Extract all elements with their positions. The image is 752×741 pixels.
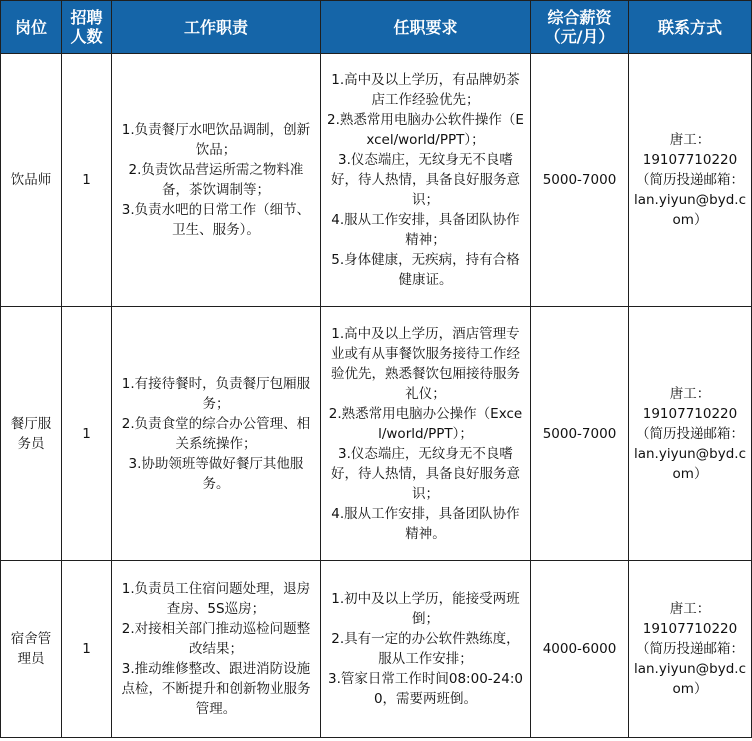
requirement-item: 2.熟悉常用电脑办公操作（Excel/world/PPT）； <box>328 405 523 442</box>
contact-email: lan.yiyun@byd.com） <box>633 192 747 228</box>
position-text: 宿舍管理员 <box>10 631 52 667</box>
cell-salary <box>531 561 629 738</box>
contact-phone: 19107710220 <box>642 152 738 168</box>
header-salary <box>531 1 629 54</box>
cell-requirements <box>321 54 531 307</box>
table-row-restaurant-server <box>1 307 752 561</box>
duty-item: 3.负责水吧的日常工作（细节、卫生、服务）。 <box>121 202 311 238</box>
requirement-item: 4.服从工作安排，具备团队协作精神。 <box>331 505 520 542</box>
header-position-label: 岗位 <box>14 17 47 37</box>
requirement-item: 2.具有一定的办公软件熟练度，服从工作安排； <box>331 631 520 667</box>
duty-item: 2.负责食堂的综合办公管理、相关系统操作； <box>121 415 311 452</box>
salary-text: 5000-7000 <box>542 172 617 188</box>
duty-item: 2.负责饮品营运所需之物料准备，茶饮调制等； <box>128 162 304 198</box>
requirement-item: 5.身体健康，无疾病，持有合格健康证。 <box>331 252 520 288</box>
duty-item: 3.推动维修整改、跟进消防设施点检，不断提升和创新物业服务管理。 <box>121 661 311 717</box>
cell-headcount <box>62 307 112 561</box>
cell-headcount <box>62 54 112 307</box>
header-position <box>1 1 62 54</box>
header-duties-label: 工作职责 <box>183 17 248 37</box>
cell-requirements <box>321 561 531 738</box>
table-row-beverage-maker <box>1 54 752 307</box>
requirement-item: 1.高中及以上学历，酒店管理专业或有从事餐饮服务接待工作经验优先，熟悉餐饮包厢接待服务礼仪； <box>331 325 520 402</box>
cell-contact <box>629 561 752 738</box>
cell-headcount <box>62 561 112 738</box>
contact-email-label: （简历投递邮箱： <box>636 641 744 657</box>
contact-phone: 19107710220 <box>642 621 738 637</box>
requirement-item: 1.高中及以上学历，有品牌奶茶店工作经验优先； <box>331 72 520 108</box>
requirement-item: 1.初中及以上学历，能接受两班倒； <box>331 591 520 627</box>
header-headcount <box>62 1 112 54</box>
cell-contact <box>629 54 752 307</box>
headcount-text: 1 <box>82 172 91 188</box>
position-text: 餐厅服务员 <box>10 415 52 452</box>
cell-position <box>1 561 62 738</box>
contact-phone: 19107710220 <box>642 405 738 422</box>
cell-duties <box>112 307 321 561</box>
requirement-item: 3.仪态端庄，无纹身无不良嗜好，待人热情，具备良好服务意识； <box>331 445 520 502</box>
header-headcount-label: 招聘 人数 <box>70 8 103 46</box>
contact-email-label: （简历投递邮箱： <box>636 425 744 442</box>
cell-salary <box>531 307 629 561</box>
duty-item: 3.协助领班等做好餐厅其他服务。 <box>128 455 304 492</box>
salary-text: 4000-6000 <box>542 641 617 657</box>
requirement-item: 2.熟悉常用电脑办公软件操作（Excel/world/PPT）； <box>327 112 524 148</box>
duty-item: 2.对接相关部门推动巡检问题整改结果； <box>121 621 311 657</box>
requirement-item: 3.仪态端庄，无纹身无不良嗜好，待人热情，具备良好服务意识； <box>331 152 520 208</box>
contact-email-label: （简历投递邮箱： <box>636 172 744 188</box>
headcount-text: 1 <box>82 425 91 442</box>
cell-position <box>1 307 62 561</box>
contact-name: 唐工： <box>669 132 711 148</box>
contact-email: lan.yiyun@byd.com） <box>633 661 747 697</box>
cell-salary <box>531 54 629 307</box>
cell-duties <box>112 561 321 738</box>
duty-item: 1.有接待餐时，负责餐厅包厢服务； <box>121 375 311 412</box>
header-requirements-label: 任职要求 <box>393 17 458 37</box>
table-row-dorm-manager <box>1 561 752 738</box>
header-salary-label: 综合薪资 （元/月） <box>544 8 615 46</box>
salary-text: 5000-7000 <box>542 425 617 442</box>
duty-item: 1.负责员工住宿问题处理，退房查房、5S巡房； <box>121 581 311 617</box>
cell-position <box>1 54 62 307</box>
position-text: 饮品师 <box>10 172 52 188</box>
header-contact-label: 联系方式 <box>657 17 722 37</box>
headcount-text: 1 <box>82 641 91 657</box>
table-header-row <box>1 1 752 54</box>
header-requirements <box>321 1 531 54</box>
cell-contact <box>629 307 752 561</box>
cell-duties <box>112 54 321 307</box>
duty-item: 1.负责餐厅水吧饮品调制，创新饮品； <box>121 122 311 158</box>
requirement-item: 4.服从工作安排，具备团队协作精神； <box>331 212 520 248</box>
header-contact <box>629 1 752 54</box>
requirement-item: 3.管家日常工作时间08:00-24:00，需要两班倒。 <box>328 671 523 707</box>
header-duties <box>112 1 321 54</box>
cell-requirements <box>321 307 531 561</box>
contact-name: 唐工： <box>669 601 711 617</box>
contact-name: 唐工： <box>669 385 711 402</box>
contact-email: lan.yiyun@byd.com） <box>633 445 747 482</box>
